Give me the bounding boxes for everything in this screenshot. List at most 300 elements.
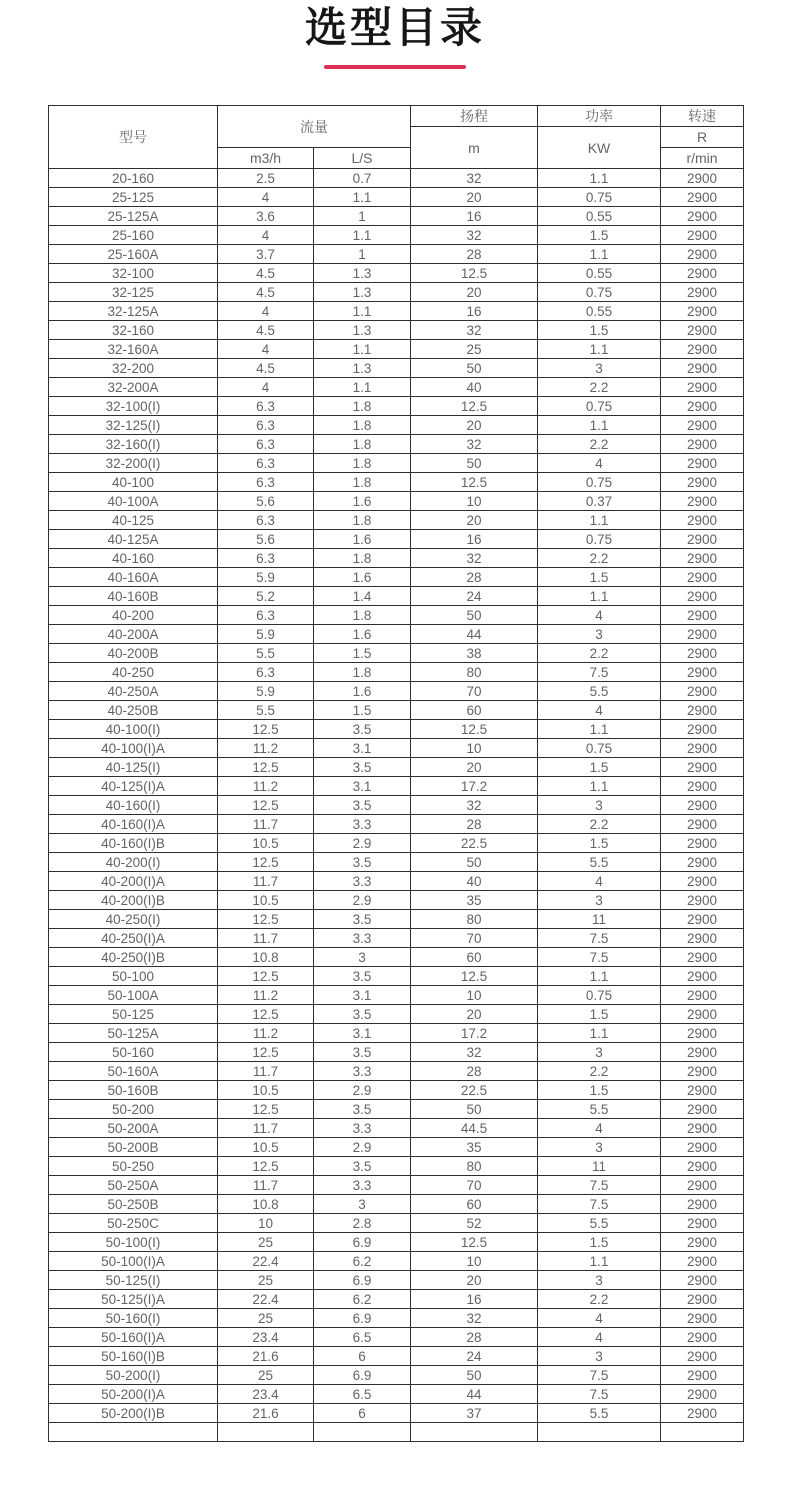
table-cell: 5.5: [538, 682, 661, 701]
table-cell: 50-160(I)B: [49, 1347, 218, 1366]
table-cell: 2900: [661, 188, 744, 207]
table-cell: 2900: [661, 682, 744, 701]
table-cell: 40-160(I)B: [49, 834, 218, 853]
table-cell: 11.7: [218, 1176, 314, 1195]
table-cell: 10.5: [218, 834, 314, 853]
table-cell: 16: [411, 530, 538, 549]
table-cell: 5.6: [218, 530, 314, 549]
table-cell: 6.5: [314, 1328, 411, 1347]
table-cell: 3.1: [314, 739, 411, 758]
table-row: [49, 1385, 744, 1404]
table-cell: 32: [411, 435, 538, 454]
col-header-power: 功率: [538, 106, 661, 127]
table-cell: 1.1: [314, 188, 411, 207]
table-cell: 40-160: [49, 549, 218, 568]
table-cell: 32: [411, 226, 538, 245]
table-row: [49, 207, 744, 226]
table-cell: 24: [411, 1347, 538, 1366]
table-cell: 0.75: [538, 188, 661, 207]
table-cell: 50-200B: [49, 1138, 218, 1157]
table-row: [49, 1138, 744, 1157]
table-row: [49, 777, 744, 796]
table-cell: 50-125A: [49, 1024, 218, 1043]
table-cell: 20: [411, 1271, 538, 1290]
table-row: [49, 1062, 744, 1081]
table-cell: 32-200A: [49, 378, 218, 397]
table-cell: 10: [411, 986, 538, 1005]
table-cell: 6.3: [218, 511, 314, 530]
table-row: [49, 587, 744, 606]
table-cell: 40-250(I): [49, 910, 218, 929]
table-cell: 4: [538, 872, 661, 891]
table-cell: 40-160(I)A: [49, 815, 218, 834]
page-title: 选型目录: [304, 4, 485, 51]
table-cell: 2.9: [314, 834, 411, 853]
table-cell: 24: [411, 587, 538, 606]
table-row: [49, 834, 744, 853]
table-cell: 40-200(I): [49, 853, 218, 872]
table-cell: 3: [538, 625, 661, 644]
table-row: [49, 1005, 744, 1024]
table-cell: 5.5: [538, 1404, 661, 1423]
col-header-model: 型号: [49, 106, 218, 169]
table-cell: 11.7: [218, 815, 314, 834]
table-cell: 6.3: [218, 435, 314, 454]
table-row: [49, 454, 744, 473]
table-cell: 25: [218, 1233, 314, 1252]
table-cell: 3.1: [314, 986, 411, 1005]
table-cell: 6.3: [218, 454, 314, 473]
table-cell: 10.8: [218, 1195, 314, 1214]
table-cell: 3.5: [314, 796, 411, 815]
table-cell: 4.5: [218, 321, 314, 340]
table-cell: 7.5: [538, 929, 661, 948]
col-header-power-unit: KW: [538, 127, 661, 169]
table-cell: 40-125(I)A: [49, 777, 218, 796]
table-cell: 23.4: [218, 1385, 314, 1404]
table-cell: 1.5: [538, 1233, 661, 1252]
table-cell: 50-250A: [49, 1176, 218, 1195]
table-cell: 1.5: [538, 1005, 661, 1024]
table-cell: 2900: [661, 1100, 744, 1119]
table-cell: 3.5: [314, 853, 411, 872]
table-cell: 3: [314, 1195, 411, 1214]
table-cell: 32-160A: [49, 340, 218, 359]
table-row: [49, 682, 744, 701]
table-cell: 1.5: [314, 644, 411, 663]
table-cell: 22.5: [411, 834, 538, 853]
table-cell: 1.8: [314, 606, 411, 625]
table-cell: 2900: [661, 796, 744, 815]
table-cell: 0.75: [538, 530, 661, 549]
table-row: [49, 967, 744, 986]
table-cell: 20: [411, 1005, 538, 1024]
table-cell: 7.5: [538, 1385, 661, 1404]
table-cell: 50-250: [49, 1157, 218, 1176]
table-cell: 3.3: [314, 815, 411, 834]
table-cell: 4: [218, 188, 314, 207]
table-cell: 2900: [661, 1233, 744, 1252]
table-cell: 40-200: [49, 606, 218, 625]
table-row: [49, 1328, 744, 1347]
table-row: [49, 1366, 744, 1385]
table-cell: 2900: [661, 1043, 744, 1062]
table-cell: 28: [411, 815, 538, 834]
table-cell: 2900: [661, 378, 744, 397]
table-cell: 50: [411, 454, 538, 473]
table-cell: 6.3: [218, 606, 314, 625]
table-cell: 1.8: [314, 473, 411, 492]
table-cell: 20: [411, 416, 538, 435]
table-cell: 5.9: [218, 568, 314, 587]
table-cell: 2900: [661, 1195, 744, 1214]
table-cell: 3.3: [314, 872, 411, 891]
table-cell: 1: [314, 207, 411, 226]
table-cell: 32-125(I): [49, 416, 218, 435]
table-cell: 2900: [661, 587, 744, 606]
table-cell: 28: [411, 568, 538, 587]
table-cell: 0.55: [538, 302, 661, 321]
table-cell: 1.8: [314, 397, 411, 416]
table-cell: 10.5: [218, 1081, 314, 1100]
table-cell: 3: [538, 359, 661, 378]
table-cell: 50-200(I)A: [49, 1385, 218, 1404]
table-cell: 50-100A: [49, 986, 218, 1005]
table-cell: 17.2: [411, 777, 538, 796]
table-cell: 1.1: [314, 378, 411, 397]
page: [0, 4, 790, 1442]
table-cell: 3: [538, 1138, 661, 1157]
table-cell: 2900: [661, 1062, 744, 1081]
table-cell: 7.5: [538, 663, 661, 682]
table-cell: 2.2: [538, 815, 661, 834]
table-cell: 1.1: [538, 587, 661, 606]
table-body: [49, 169, 744, 1442]
table-cell: 11.7: [218, 872, 314, 891]
table-cell: 2900: [661, 872, 744, 891]
table-cell: 1.8: [314, 663, 411, 682]
table-cell: [661, 1423, 744, 1442]
table-cell: 11.2: [218, 739, 314, 758]
table-cell: 2.9: [314, 891, 411, 910]
table-cell: 40-250(I)B: [49, 948, 218, 967]
table-cell: 1.6: [314, 492, 411, 511]
table-cell: 2900: [661, 530, 744, 549]
table-cell: 1.1: [538, 169, 661, 188]
table-cell: 4: [218, 340, 314, 359]
table-cell: 11.2: [218, 986, 314, 1005]
table-cell: 25: [411, 340, 538, 359]
table-cell: 1.3: [314, 321, 411, 340]
table-cell: 12.5: [218, 1005, 314, 1024]
table-row: [49, 986, 744, 1005]
table-cell: 32-160: [49, 321, 218, 340]
table-cell: 1.1: [314, 302, 411, 321]
table-row: [49, 359, 744, 378]
table-cell: 60: [411, 701, 538, 720]
table-cell: 32-200: [49, 359, 218, 378]
table-cell: 2.2: [538, 1062, 661, 1081]
table-cell: 4: [218, 226, 314, 245]
table-cell: 10: [218, 1214, 314, 1233]
table-cell: 12.5: [411, 967, 538, 986]
table-cell: 5.5: [538, 1214, 661, 1233]
table-cell: 2900: [661, 321, 744, 340]
table-cell: 2.2: [538, 378, 661, 397]
table-cell: 3.7: [218, 245, 314, 264]
table-cell: 1.6: [314, 625, 411, 644]
table-cell: 22.4: [218, 1252, 314, 1271]
table-cell: 2900: [661, 948, 744, 967]
table-cell: 3: [538, 1043, 661, 1062]
table-cell: 35: [411, 1138, 538, 1157]
table-cell: 20: [411, 511, 538, 530]
table-cell: 22.4: [218, 1290, 314, 1309]
table-cell: 2900: [661, 606, 744, 625]
table-cell: 7.5: [538, 1195, 661, 1214]
table-cell: 5.5: [538, 1100, 661, 1119]
table-cell: 32: [411, 1309, 538, 1328]
table-row: [49, 1043, 744, 1062]
table-cell: 25-125: [49, 188, 218, 207]
table-cell: 1.1: [538, 777, 661, 796]
table-cell: 50-100(I): [49, 1233, 218, 1252]
table-cell: 1.1: [314, 226, 411, 245]
table-cell: 2900: [661, 1024, 744, 1043]
table-row: [49, 169, 744, 188]
table-cell: 2900: [661, 929, 744, 948]
table-cell: 3.5: [314, 758, 411, 777]
table-cell: 50: [411, 853, 538, 872]
table-cell: 0.75: [538, 739, 661, 758]
table-cell: [538, 1423, 661, 1442]
table-cell: 50-125(I)A: [49, 1290, 218, 1309]
table-cell: 10.5: [218, 891, 314, 910]
table-cell: 32-125A: [49, 302, 218, 321]
table-cell: 12.5: [218, 758, 314, 777]
table-row: [49, 663, 744, 682]
table-cell: 1.1: [538, 1024, 661, 1043]
table-cell: 17.2: [411, 1024, 538, 1043]
table-cell: 2900: [661, 207, 744, 226]
table-row-partial: [49, 1423, 744, 1442]
table-cell: 2900: [661, 473, 744, 492]
table-cell: 3.1: [314, 777, 411, 796]
table-cell: 3.1: [314, 1024, 411, 1043]
table-cell: 2900: [661, 1347, 744, 1366]
table-cell: 2900: [661, 1081, 744, 1100]
table-cell: 25-125A: [49, 207, 218, 226]
table-cell: 4: [218, 378, 314, 397]
table-cell: 4: [538, 1328, 661, 1347]
table-cell: 2900: [661, 1290, 744, 1309]
table-cell: 40-100(I)A: [49, 739, 218, 758]
table-cell: 6.9: [314, 1309, 411, 1328]
table-cell: 10: [411, 739, 538, 758]
table-row: [49, 1176, 744, 1195]
table-cell: 70: [411, 929, 538, 948]
table-cell: 50-160(I)A: [49, 1328, 218, 1347]
table-cell: 2900: [661, 1252, 744, 1271]
table-cell: 32: [411, 1043, 538, 1062]
table-cell: [218, 1423, 314, 1442]
table-cell: 4: [538, 701, 661, 720]
table-cell: 20: [411, 283, 538, 302]
table-cell: 2900: [661, 1176, 744, 1195]
table-cell: 3.5: [314, 1157, 411, 1176]
table-row: [49, 1404, 744, 1423]
table-cell: 11: [538, 1157, 661, 1176]
table-header: [49, 106, 744, 169]
table-cell: 2900: [661, 701, 744, 720]
table-cell: 2900: [661, 245, 744, 264]
table-row: [49, 302, 744, 321]
col-header-speed: 转速: [661, 106, 744, 127]
table-row: [49, 1214, 744, 1233]
table-cell: 2.9: [314, 1081, 411, 1100]
table-cell: 1.6: [314, 682, 411, 701]
table-cell: 3.5: [314, 1005, 411, 1024]
table-cell: 40-125A: [49, 530, 218, 549]
table-cell: 5.6: [218, 492, 314, 511]
table-cell: 11: [538, 910, 661, 929]
table-cell: 6.2: [314, 1290, 411, 1309]
table-cell: 1.1: [314, 340, 411, 359]
table-cell: 2900: [661, 720, 744, 739]
col-header-flow-m3h: m3/h: [218, 148, 314, 169]
table-row: [49, 226, 744, 245]
table-cell: 3.5: [314, 910, 411, 929]
table-cell: 25: [218, 1366, 314, 1385]
table-cell: 2900: [661, 891, 744, 910]
table-cell: 2900: [661, 1214, 744, 1233]
table-cell: 2900: [661, 1005, 744, 1024]
col-header-speed-r: R: [661, 127, 744, 148]
table-cell: 60: [411, 948, 538, 967]
table-cell: 4: [538, 1119, 661, 1138]
table-cell: 6.9: [314, 1233, 411, 1252]
table-cell: 2900: [661, 492, 744, 511]
table-cell: 32: [411, 169, 538, 188]
table-row: [49, 910, 744, 929]
col-header-head-unit: m: [411, 127, 538, 169]
table-row: [49, 511, 744, 530]
table-cell: 12.5: [218, 796, 314, 815]
table-row: [49, 758, 744, 777]
table-cell: 2900: [661, 758, 744, 777]
table-cell: 0.7: [314, 169, 411, 188]
table-row: [49, 492, 744, 511]
table-cell: 5.5: [218, 644, 314, 663]
table-cell: 2900: [661, 986, 744, 1005]
table-cell: 70: [411, 1176, 538, 1195]
table-cell: 3: [538, 891, 661, 910]
table-row: [49, 530, 744, 549]
table-cell: 3: [538, 796, 661, 815]
table-row: [49, 948, 744, 967]
table-cell: 6.3: [218, 397, 314, 416]
table-cell: 32-200(I): [49, 454, 218, 473]
table-cell: 6.3: [218, 416, 314, 435]
table-cell: 1.5: [538, 1081, 661, 1100]
table-cell: 80: [411, 910, 538, 929]
table-cell: 2900: [661, 359, 744, 378]
table-cell: 35: [411, 891, 538, 910]
table-cell: 1.5: [314, 701, 411, 720]
table-cell: 1.5: [538, 226, 661, 245]
table-cell: 70: [411, 682, 538, 701]
table-cell: 50-160(I): [49, 1309, 218, 1328]
table-cell: 1.5: [538, 568, 661, 587]
table-cell: 1.8: [314, 549, 411, 568]
table-cell: 0.37: [538, 492, 661, 511]
table-cell: 40-100A: [49, 492, 218, 511]
table-cell: 16: [411, 1290, 538, 1309]
table-cell: 40-250B: [49, 701, 218, 720]
table-cell: 3.5: [314, 1043, 411, 1062]
table-cell: 12.5: [411, 397, 538, 416]
table-row: [49, 720, 744, 739]
table-cell: 20: [411, 758, 538, 777]
table-cell: 2900: [661, 1157, 744, 1176]
col-header-head: 扬程: [411, 106, 538, 127]
table-cell: 2900: [661, 454, 744, 473]
table-cell: 32-125: [49, 283, 218, 302]
table-cell: 2900: [661, 397, 744, 416]
table-row: [49, 701, 744, 720]
table-cell: 32: [411, 549, 538, 568]
table-cell: 0.75: [538, 283, 661, 302]
table-cell: 2.2: [538, 1290, 661, 1309]
table-cell: 0.55: [538, 207, 661, 226]
table-row: [49, 397, 744, 416]
table-cell: 16: [411, 302, 538, 321]
table-cell: 11.2: [218, 1024, 314, 1043]
table-cell: 2.5: [218, 169, 314, 188]
table-cell: 2900: [661, 853, 744, 872]
table-cell: 1.8: [314, 511, 411, 530]
table-cell: 11.2: [218, 777, 314, 796]
table-row: [49, 853, 744, 872]
table-cell: 5.9: [218, 682, 314, 701]
table-cell: 10.8: [218, 948, 314, 967]
table-cell: 2900: [661, 1119, 744, 1138]
col-header-flow: 流量: [218, 106, 411, 148]
table-cell: 0.75: [538, 986, 661, 1005]
table-cell: 4.5: [218, 359, 314, 378]
table-cell: 40-125: [49, 511, 218, 530]
table-cell: 10: [411, 492, 538, 511]
table-cell: 5.9: [218, 625, 314, 644]
table-cell: 4: [538, 606, 661, 625]
table-cell: 1.1: [538, 245, 661, 264]
table-cell: 6.9: [314, 1271, 411, 1290]
table-cell: 2900: [661, 1309, 744, 1328]
table-cell: 12.5: [218, 853, 314, 872]
table-cell: 44.5: [411, 1119, 538, 1138]
table-cell: 50-100(I)A: [49, 1252, 218, 1271]
table-cell: 20-160: [49, 169, 218, 188]
table-cell: 38: [411, 644, 538, 663]
table-row: [49, 416, 744, 435]
table-cell: 3.3: [314, 1062, 411, 1081]
table-cell: 32: [411, 321, 538, 340]
table-cell: 3.3: [314, 1119, 411, 1138]
table-cell: 3.5: [314, 720, 411, 739]
table-cell: 50-160: [49, 1043, 218, 1062]
table-cell: 2900: [661, 549, 744, 568]
table-cell: 28: [411, 245, 538, 264]
